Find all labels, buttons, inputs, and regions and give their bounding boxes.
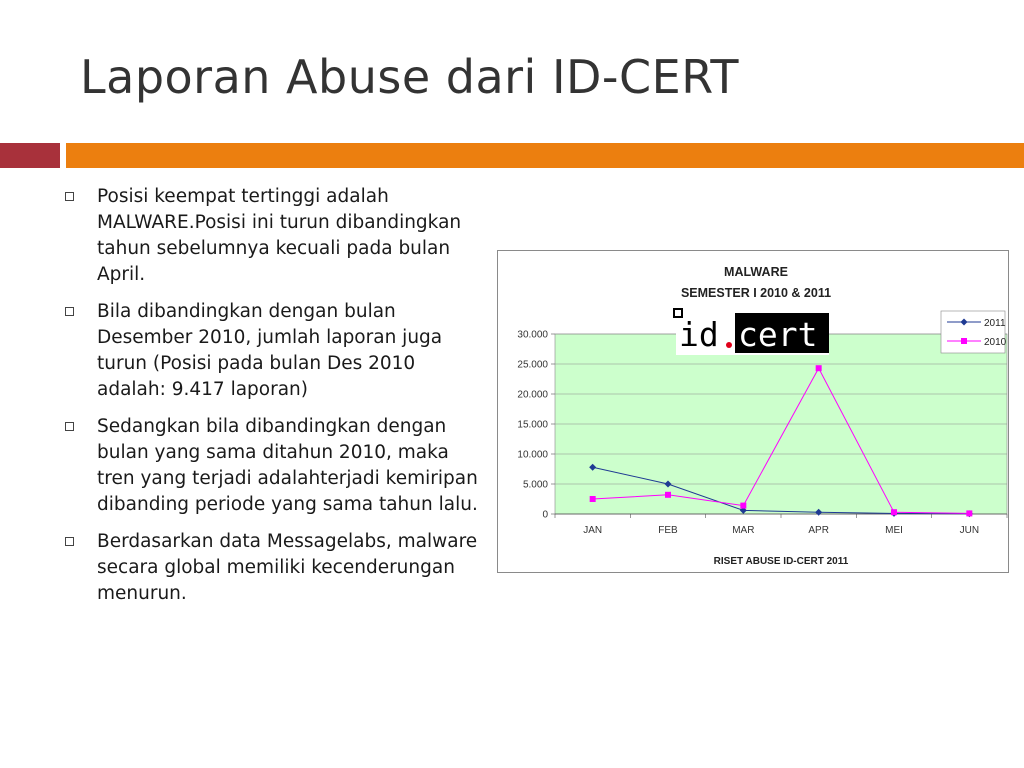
x-axis-label: RISET ABUSE ID-CERT 2011 [713,556,849,567]
data-point-2010 [740,503,746,509]
logo-text-cert: cert [738,315,818,354]
x-tick-label: MEI [885,525,903,536]
x-tick-label: JAN [583,525,603,536]
y-tick-label: 20.000 [517,389,548,401]
bullet-text: Posisi keempat tertinggi adalah MALWARE.Posisi ini turun dibandingkan tahun sebelumnya kecuali pada bulan April. [97,186,462,285]
square-marker-icon [961,338,967,344]
square-bullet-icon [65,422,74,431]
data-point-2010 [891,509,897,515]
y-tick-label: 30.000 [517,329,548,341]
accent-bar-orange [66,143,1024,168]
logo-dot-icon [726,342,732,348]
x-tick-label: MAR [732,525,755,536]
legend-label-2011: 2011 [984,318,1006,329]
square-bullet-icon [65,307,74,316]
slide-title: Laporan Abuse dari ID-CERT [80,50,739,104]
x-tick-label: FEB [658,525,678,536]
idcert-logo [674,309,829,355]
bullet-item [62,529,482,607]
x-tick-label: APR [808,525,829,536]
data-point-2010 [590,496,596,502]
square-bullet-icon [65,537,74,546]
x-tick-label: JUN [959,525,980,536]
bullet-text: Bila dibandingkan dengan bulan Desember 2010, jumlah laporan juga turun (Posisi pada bulan Des 2010 adalah: 9.417 laporan) [97,301,443,400]
malware-chart [497,250,1009,573]
y-axis [517,330,555,521]
bullet-item [62,299,482,403]
accent-bar-red [0,143,60,168]
chart-title: MALWARE [724,265,788,279]
chart-subtitle: SEMESTER I 2010 & 2011 [680,286,832,300]
bullet-item [62,184,482,288]
data-point-2010 [966,510,972,516]
x-axis [555,514,1007,536]
legend-label-2010: 2010 [984,337,1007,348]
chart-canvas [498,251,1008,572]
y-tick-label: 15.000 [517,419,548,431]
data-point-2010 [816,365,822,371]
y-tick-label: 0 [542,509,548,521]
bullet-item [62,414,482,518]
square-bullet-icon [65,192,74,201]
data-point-2010 [665,492,671,498]
y-tick-label: 5.000 [522,479,548,491]
logo-text-id: id [679,315,719,354]
bullet-text: Berdasarkan data Messagelabs, malware secara global memiliki kecenderungan menurun. [97,531,478,604]
bullet-list [62,184,482,618]
legend [941,311,1007,353]
y-tick-label: 25.000 [517,359,548,371]
bullet-text: Sedangkan bila dibandingkan dengan bulan yang sama ditahun 2010, maka tren yang terjadi adalahterjadi kemiripan dibanding periode yang sama tahun lalu. [97,416,478,515]
y-tick-label: 10.000 [517,449,548,461]
